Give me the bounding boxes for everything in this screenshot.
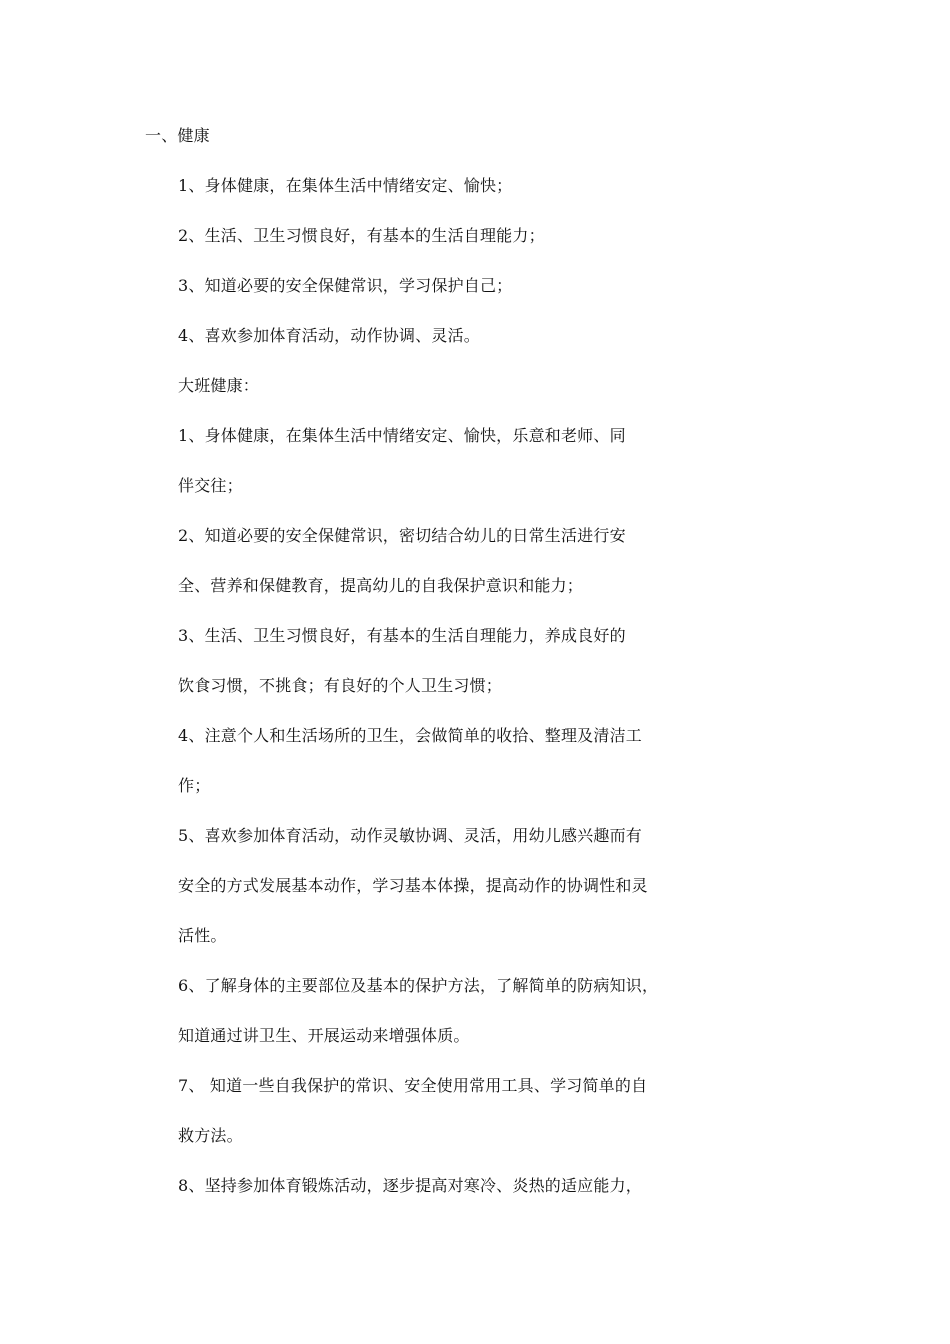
paragraph-line: 6、了解身体的主要部位及基本的保护方法，了解简单的防病知识， <box>178 976 659 995</box>
paragraph-line: 伴交往； <box>178 476 243 495</box>
paragraph-line: 3、生活、卫生习惯良好，有基本的生活自理能力，养成良好的 <box>178 626 626 645</box>
paragraph-line: 安全的方式发展基本动作，学习基本体操，提高动作的协调性和灵 <box>178 876 648 895</box>
paragraph-line: 救方法。 <box>178 1126 243 1145</box>
paragraph-line: 4、喜欢参加体育活动，动作协调、灵活。 <box>178 326 480 345</box>
paragraph-line: 2、知道必要的安全保健常识，密切结合幼儿的日常生活进行安 <box>178 526 626 545</box>
paragraph-line: 1、身体健康，在集体生活中情绪安定、愉快； <box>178 176 513 195</box>
paragraph-line: 5、喜欢参加体育活动，动作灵敏协调、灵活，用幼儿感兴趣而有 <box>178 826 642 845</box>
paragraph-line: 全、营养和保健教育，提高幼儿的自我保护意识和能力； <box>178 576 584 595</box>
paragraph-line: 4、注意个人和生活场所的卫生，会做简单的收拾、整理及清洁工 <box>178 726 642 745</box>
section-heading: 一、健康 <box>145 126 210 145</box>
paragraph-line: 作； <box>178 776 211 795</box>
paragraph-line: 1、身体健康，在集体生活中情绪安定、愉快，乐意和老师、同 <box>178 426 626 445</box>
paragraph-line: 7、 知道一些自我保护的常识、安全使用常用工具、学习简单的自 <box>178 1076 648 1095</box>
paragraph-line: 3、知道必要的安全保健常识，学习保护自己； <box>178 276 513 295</box>
paragraph-line: 2、生活、卫生习惯良好，有基本的生活自理能力； <box>178 226 545 245</box>
subsection-heading: 大班健康： <box>178 376 260 395</box>
paragraph-line: 8、坚持参加体育锻炼活动，逐步提高对寒冷、炎热的适应能力， <box>178 1176 642 1195</box>
paragraph-line: 知道通过讲卫生、开展运动来增强体质。 <box>178 1026 470 1045</box>
paragraph-line: 饮食习惯，不挑食；有良好的个人卫生习惯； <box>178 676 503 695</box>
paragraph-line: 活性。 <box>178 926 227 945</box>
